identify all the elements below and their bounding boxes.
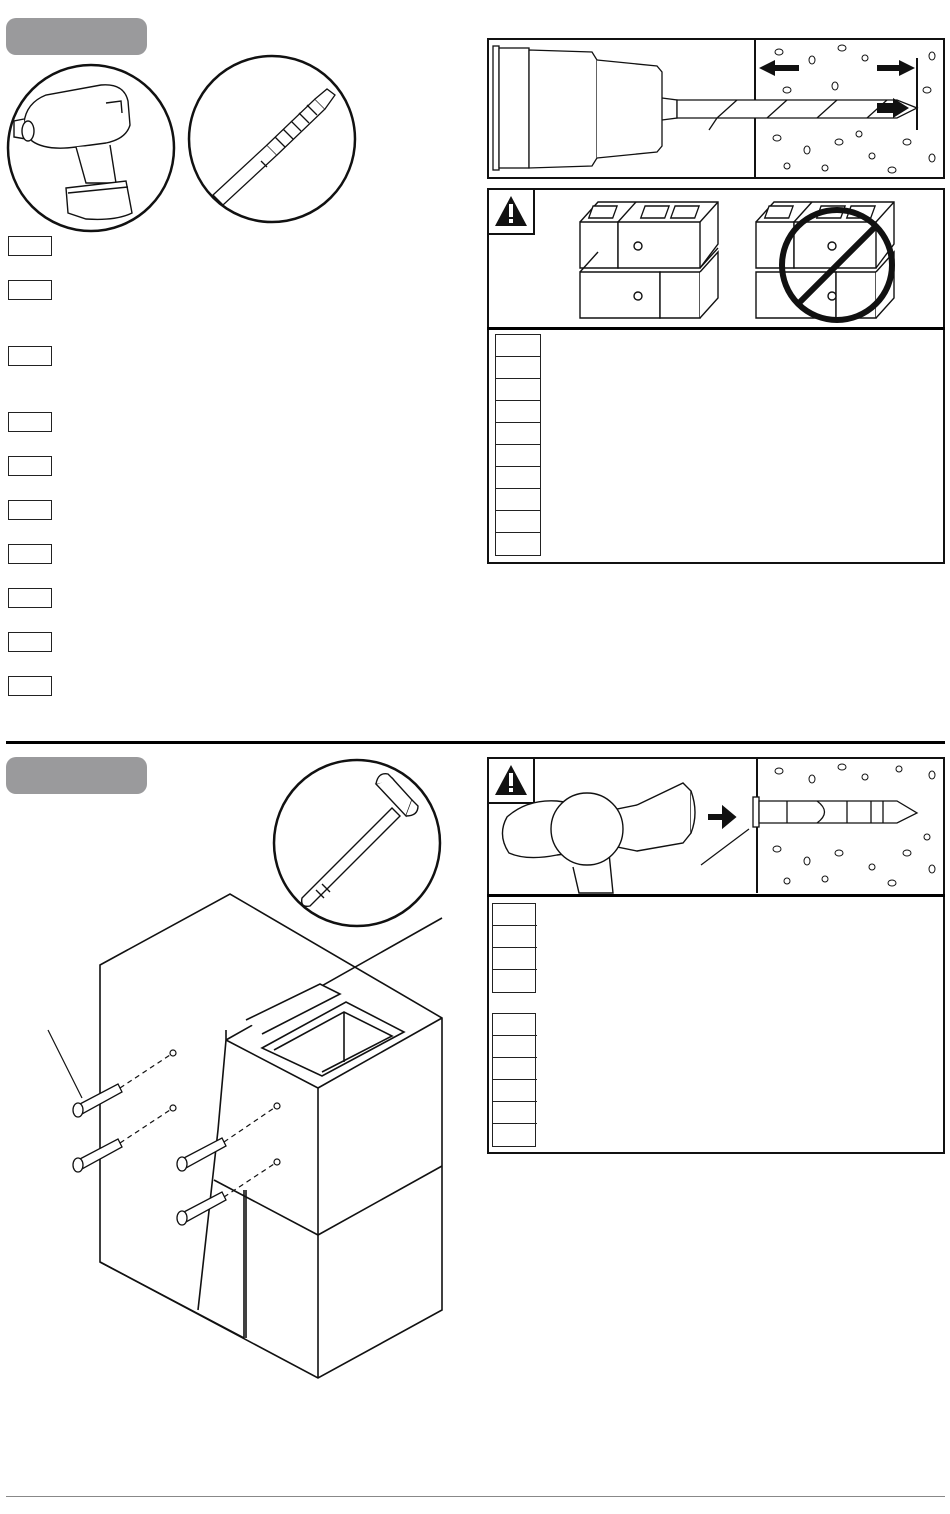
language-code-cell xyxy=(496,423,540,445)
drill-depth-diagram xyxy=(487,38,945,179)
language-code-cell xyxy=(496,467,540,489)
language-code-cell xyxy=(493,1102,537,1124)
language-code-box xyxy=(8,632,52,652)
warning-panel-1-divider xyxy=(487,327,945,330)
language-code-box xyxy=(8,412,52,432)
language-code-cell xyxy=(493,948,537,970)
wall-block-anchor-diagram xyxy=(40,890,450,1385)
step2-tab xyxy=(6,757,147,794)
language-code-cell xyxy=(493,926,537,948)
language-code-cell xyxy=(496,489,540,511)
language-code-box xyxy=(8,544,52,564)
language-code-box xyxy=(8,588,52,608)
warning-triangle-icon xyxy=(494,195,528,227)
language-code-cell xyxy=(493,1124,537,1146)
language-code-cell xyxy=(496,357,540,379)
hammering-anchor-diagram xyxy=(487,757,945,895)
language-code-box xyxy=(8,676,52,696)
language-code-cell xyxy=(493,1036,537,1058)
language-code-cell xyxy=(493,1058,537,1080)
step1-tab xyxy=(6,18,147,55)
language-code-cell xyxy=(493,1080,537,1102)
warning-panel-2-code-column-b xyxy=(492,1013,536,1147)
language-code-box xyxy=(8,346,52,366)
cordless-drill-icon xyxy=(6,63,176,233)
cinder-block-correct-diagram xyxy=(578,198,723,320)
language-code-cell xyxy=(496,445,540,467)
language-code-cell xyxy=(496,533,540,555)
language-code-box xyxy=(8,456,52,476)
language-code-box xyxy=(8,236,52,256)
language-code-cell xyxy=(496,379,540,401)
section-divider xyxy=(6,741,945,744)
language-code-cell xyxy=(496,511,540,533)
warning-panel-2-code-column-a xyxy=(492,903,536,993)
language-code-cell xyxy=(493,1014,537,1036)
language-code-cell xyxy=(496,401,540,423)
language-code-box xyxy=(8,500,52,520)
language-code-cell xyxy=(493,904,537,926)
masonry-drill-bit-icon xyxy=(187,63,357,213)
warning-panel-1-code-column xyxy=(495,334,541,556)
language-code-cell xyxy=(496,335,540,357)
footer-rule xyxy=(6,1496,945,1497)
language-code-box xyxy=(8,280,52,300)
language-code-cell xyxy=(493,970,537,992)
prohibited-circle-icon xyxy=(777,205,897,325)
